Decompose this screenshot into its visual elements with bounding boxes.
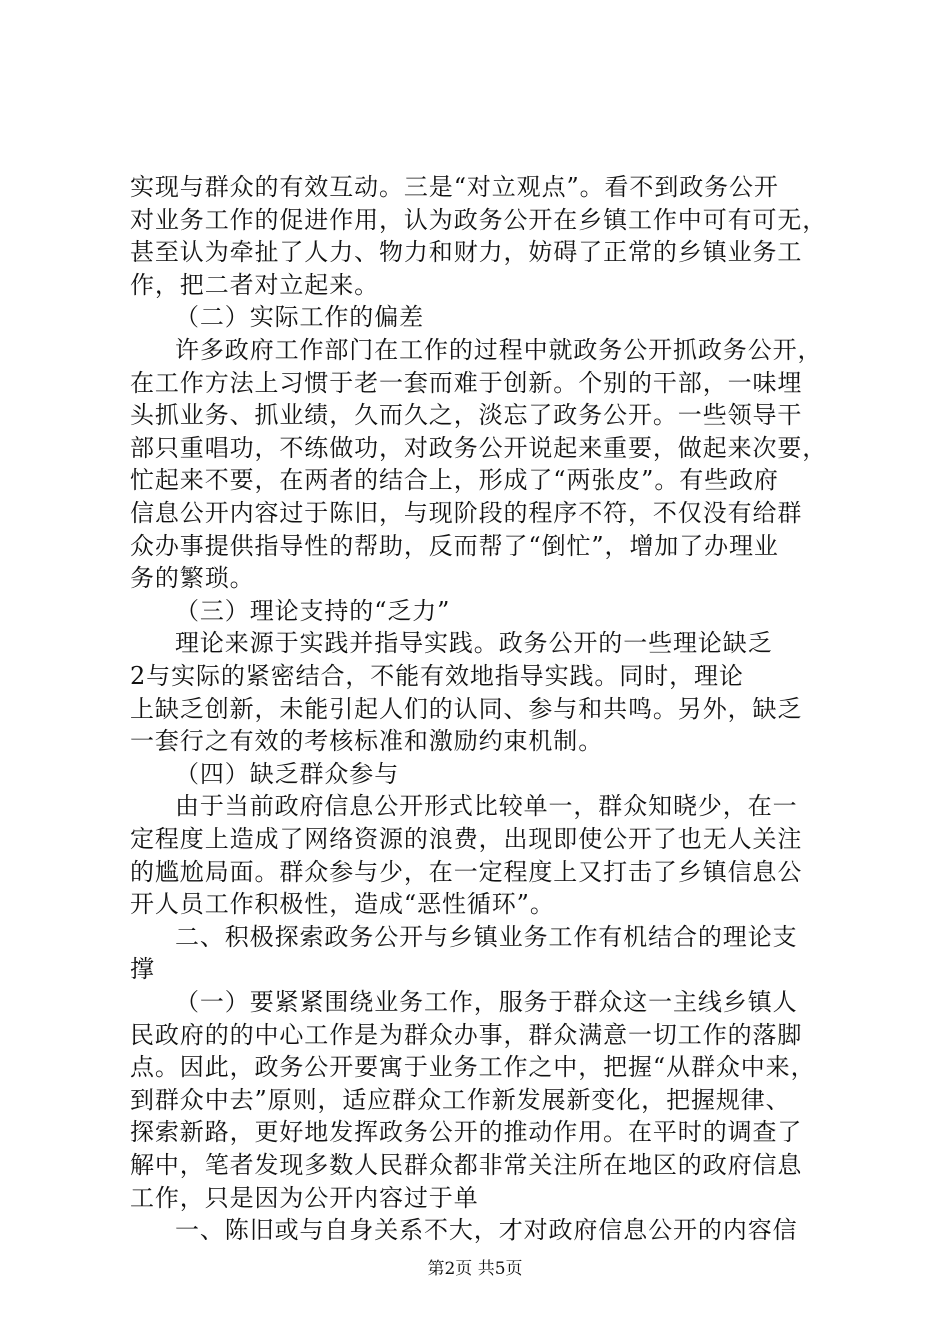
- section-heading: （一）要紧紧围绕业务工作，服务于群众这一主线乡镇人: [175, 988, 798, 1016]
- text-line: 一套行之有效的考核标准和激励约束机制。: [130, 727, 604, 756]
- text-line: 忙起来不要，在两者的结合上，形成了“两张皮”。有些政府: [130, 466, 779, 495]
- text-line: 头抓业务、抓业绩，久而久之，淡忘了政务公开。一些领导干: [130, 401, 803, 430]
- section-heading: （三）理论支持的“乏力”: [175, 596, 451, 625]
- text-line: 在工作方法上习惯于老一套而难于创新。个别的干部，一味埋: [130, 368, 803, 397]
- text-line: 的尴尬局面。群众参与少，在一定程度上又打击了乡镇信息公: [130, 857, 803, 886]
- text-line: 对业务工作的促进作用，认为政务公开在乡镇工作中可有可无，: [130, 205, 828, 234]
- text-line: 部只重唱功，不练做功，对政务公开说起来重要，做起来次要，: [130, 433, 828, 462]
- text-line: 由于当前政府信息公开形式比较单一，群众知晓少，在一: [175, 792, 798, 821]
- text-line: 探索新路，更好地发挥政务公开的推动作用。在平时的调查了: [130, 1118, 803, 1147]
- section-heading: （四）缺乏群众参与: [175, 759, 400, 788]
- text-line: 撑: [130, 955, 155, 984]
- text-line: 解中，笔者发现多数人民群众都非常关注所在地区的政府信息: [130, 1151, 803, 1179]
- text-line: 到群众中去”原则，适应群众工作新发展新变化，把握规律、: [130, 1085, 791, 1114]
- text-line: 工作，只是因为公开内容过于单: [130, 1183, 479, 1212]
- text-line: 作，把二者对立起来。: [130, 270, 379, 299]
- text-line: 定程度上造成了网络资源的浪费，出现即使公开了也无人关注: [130, 825, 803, 853]
- text-line: 民政府的的中心工作是为群众办事，群众满意一切工作的落脚: [130, 1020, 803, 1049]
- text-line: 实现与群众的有效互动。三是“对立观点”。看不到政务公开: [130, 173, 779, 201]
- section-heading: 二、积极探索政务公开与乡镇业务工作有机结合的理论支: [175, 922, 798, 951]
- text-line: 2与实际的紧密结合，不能有效地指导实践。同时，理论: [130, 662, 744, 690]
- text-line: 信息公开内容过于陈旧，与现阶段的程序不符，不仅没有给群: [130, 499, 803, 527]
- text-line: 上缺乏创新，未能引起人们的认同、参与和共鸣。另外，缺乏: [130, 694, 803, 723]
- text-line: 一、陈旧或与自身关系不大，才对政府信息公开的内容信: [175, 1216, 798, 1245]
- text-line: 众办事提供指导性的帮助，反而帮了“倒忙”，增加了办理业: [130, 531, 779, 560]
- text-line: 甚至认为牵扯了人力、物力和财力，妨碍了正常的乡镇业务工: [130, 238, 803, 267]
- text-line: 许多政府工作部门在工作的过程中就政务公开抓政务公开，: [175, 336, 823, 364]
- text-line: 务的繁琐。: [130, 564, 255, 593]
- section-heading: （二）实际工作的偏差: [175, 303, 424, 332]
- text-line: 理论来源于实践并指导实践。政务公开的一些理论缺乏: [175, 629, 773, 658]
- text-line: 开人员工作积极性，造成“恶性循环”。: [130, 890, 555, 919]
- page-number: 第2页 共5页: [427, 1259, 523, 1279]
- text-line: 点。因此，政务公开要寓于业务工作之中，把握“从群众中来，: [130, 1053, 816, 1082]
